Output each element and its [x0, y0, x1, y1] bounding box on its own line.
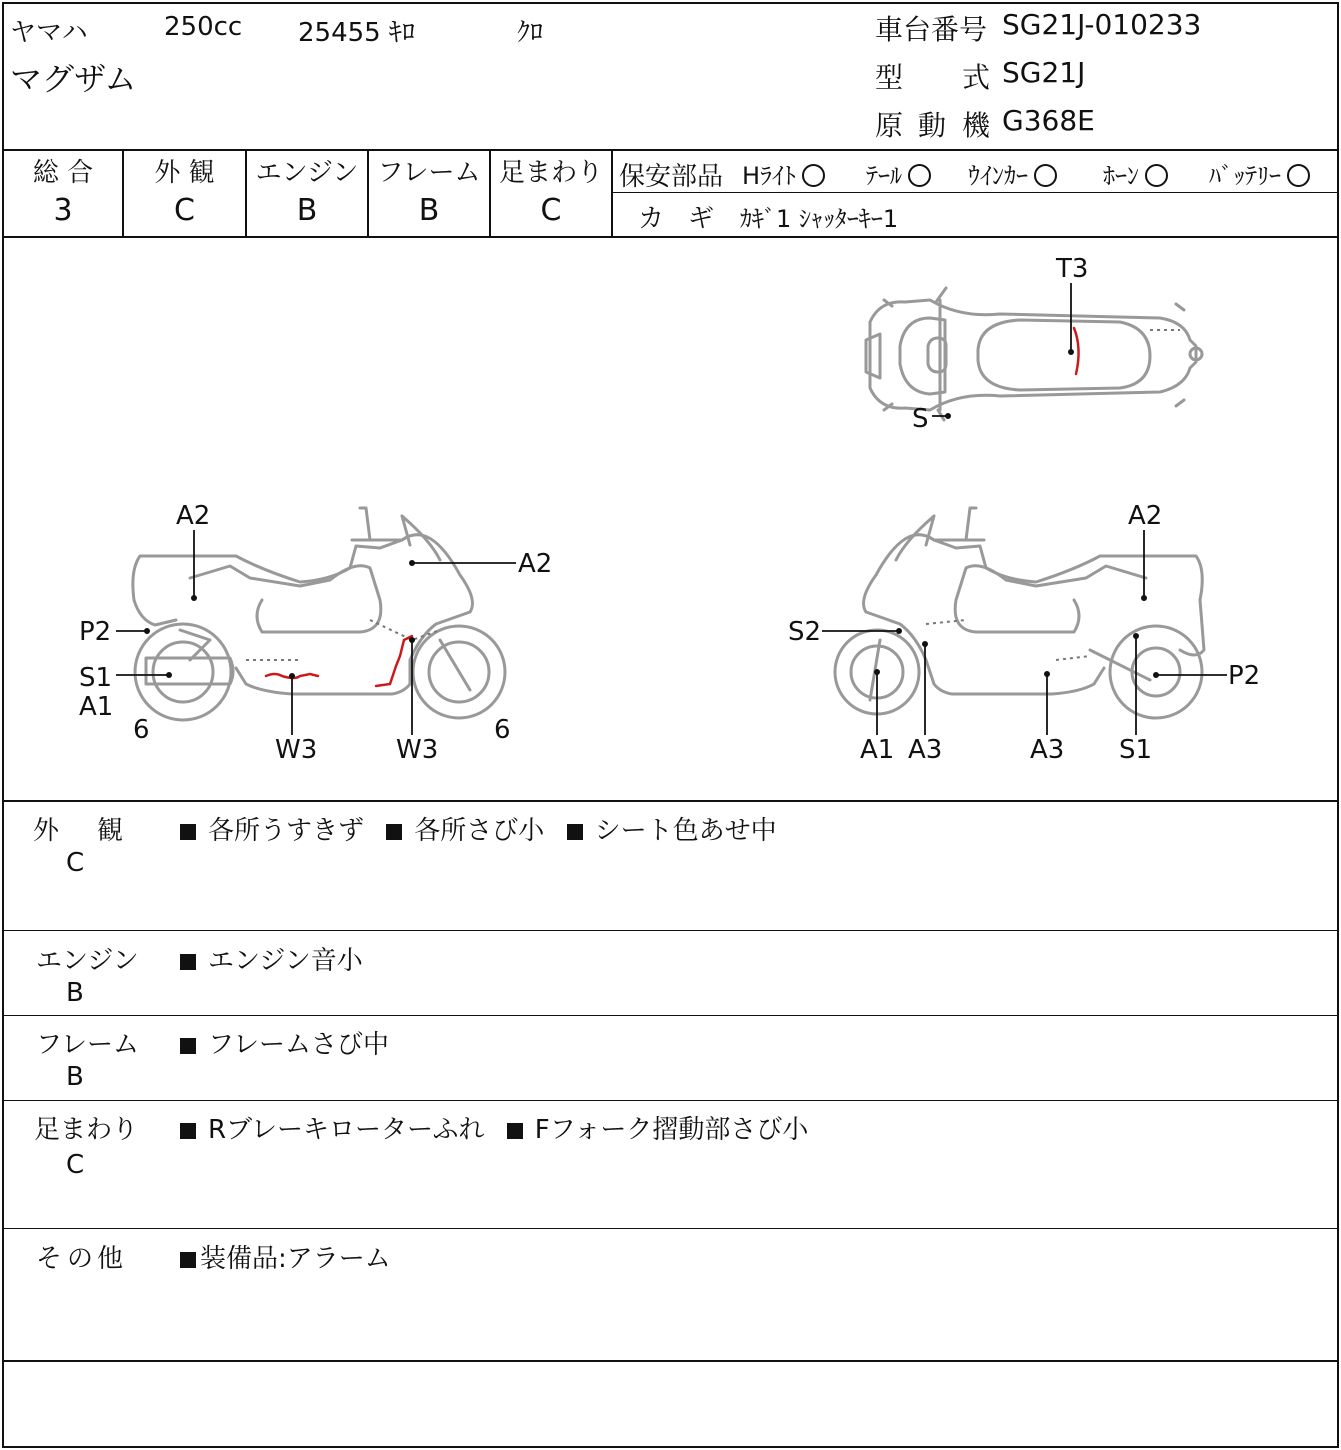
label-W3-b: W3 [396, 735, 439, 765]
scooter-left-view [133, 508, 505, 720]
bullet-icon [386, 824, 402, 840]
engine-label-2: 動 [918, 109, 947, 142]
bullet-icon [180, 1123, 196, 1139]
label-S-top: S [912, 404, 929, 434]
divider-header [2, 149, 1339, 151]
overall-label: 総 合 [32, 158, 94, 188]
type-label-1: 型 [875, 61, 904, 94]
safety-label: 保安部品 [619, 162, 724, 192]
exterior-grade: C [174, 193, 195, 228]
note-exterior-label-1: 外 [33, 816, 60, 846]
bullet-icon [507, 1123, 523, 1139]
frame-grade: B [418, 193, 440, 228]
grade-col-5 [611, 149, 613, 237]
note-other-label-3: 他 [97, 1244, 124, 1274]
bullet-icon [180, 1252, 196, 1268]
safety-item-tail [866, 156, 931, 191]
type-value: SG21J [1002, 56, 1086, 89]
frame-no-label: 車台番号 [875, 13, 988, 46]
engine-grade: B [296, 193, 318, 228]
label-P2-left: P2 [79, 617, 112, 647]
label-W3-a: W3 [275, 735, 318, 765]
note-other-label-2: の [67, 1244, 94, 1274]
label-S1-left: S1 [79, 663, 113, 693]
label-A2-left-top: A2 [176, 501, 211, 531]
note-suspension-grade: C [66, 1150, 85, 1180]
note-item: Fフォーク摺動部さび小 [534, 1115, 809, 1145]
damage-diagram [0, 238, 1341, 800]
label-P2-right: P2 [1228, 661, 1261, 691]
divider-note-1 [2, 930, 1339, 931]
label-A1-right: A1 [860, 735, 895, 765]
label-A2-right: A2 [1128, 501, 1163, 531]
keys-label-1: カ [638, 204, 665, 234]
engine-label-3: 機 [962, 109, 991, 142]
note-item: シート色あせ中 [594, 816, 777, 846]
ok-circle-icon [1287, 164, 1310, 187]
note-frame-label: フレーム [36, 1030, 139, 1060]
note-exterior-grade: C [66, 848, 85, 878]
note-item: フレームさび中 [208, 1030, 389, 1060]
engine-label: エンジン [255, 158, 359, 188]
damage-marks [266, 328, 1079, 686]
note-suspension-items [180, 1109, 808, 1146]
bullet-icon [180, 824, 196, 840]
safety-item-winker [968, 156, 1057, 191]
label-A3-right-a: A3 [908, 735, 943, 765]
engine-value: G368E [1002, 104, 1095, 137]
divider-note-4 [2, 1228, 1339, 1229]
bullet-icon [567, 824, 583, 840]
engine-label-1: 原 [875, 109, 904, 142]
safety-item-label: Hﾗｲﾄ [742, 162, 797, 190]
safety-item-label: ﾎｰﾝ [1103, 162, 1139, 190]
ok-circle-icon [1145, 164, 1168, 187]
bullet-icon [180, 954, 196, 970]
note-exterior-label-2: 観 [97, 816, 124, 846]
divider-note-2 [2, 1015, 1339, 1016]
safety-item-battery [1209, 156, 1310, 191]
safety-item-headlight [742, 156, 825, 191]
note-other-label-1: そ [36, 1244, 63, 1274]
divider-note-3 [2, 1100, 1339, 1101]
type-label-2: 式 [962, 61, 991, 94]
ok-circle-icon [802, 164, 825, 187]
ok-circle-icon [1034, 164, 1057, 187]
displacement: 250cc [164, 12, 243, 42]
note-item: 各所さび小 [414, 816, 545, 846]
note-item: Rブレーキローターふれ [208, 1115, 485, 1145]
exterior-label: 外 観 [154, 158, 215, 188]
ok-circle-icon [908, 164, 931, 187]
frame-label: フレーム [377, 158, 481, 188]
label-A2-left-right: A2 [518, 549, 553, 579]
bullet-icon [180, 1038, 196, 1054]
note-engine-grade: B [66, 978, 84, 1008]
border-bottom [2, 1446, 1339, 1448]
suspension-grade: C [540, 193, 562, 228]
note-frame-grade: B [66, 1062, 84, 1092]
safety-item-horn [1103, 156, 1168, 191]
safety-item-label: ﾃｰﾙ [866, 162, 902, 190]
keys-label-2: ギ [688, 204, 715, 234]
note-exterior-items [180, 810, 777, 847]
label-6-rear: 6 [133, 715, 150, 745]
label-6-front: 6 [494, 715, 511, 745]
label-T3: T3 [1056, 254, 1089, 284]
label-A3-right-b: A3 [1030, 735, 1065, 765]
suspension-label: 足まわり [498, 158, 603, 188]
label-A1-left: A1 [79, 692, 114, 722]
note-item: 各所うすきず [208, 816, 365, 846]
divider-note-5 [2, 1360, 1339, 1362]
note-suspension-label: 足まわり [34, 1115, 139, 1145]
safety-item-label: ｳｲﾝｶｰ [968, 162, 1028, 190]
note-other-text [180, 1238, 391, 1275]
label-S1-right: S1 [1119, 735, 1153, 765]
scooter-top-view [866, 288, 1202, 420]
scooter-right-view [835, 508, 1204, 718]
overall-grade: 3 [53, 193, 73, 228]
note-engine-label: エンジン [36, 946, 139, 976]
color: ｸﾛ [517, 18, 544, 48]
keys-value: ｶｷﾞ1 ｼｬｯﾀｰｷｰ1 [740, 205, 899, 233]
note-frame-items [180, 1024, 389, 1061]
note-engine-items [180, 940, 363, 977]
note-item: 装備品:アラーム [200, 1244, 391, 1274]
border-top [2, 2, 1339, 4]
label-S2-right: S2 [788, 617, 822, 647]
model-name: マグザム [10, 60, 137, 98]
mileage: 25455 ｷﾛ [298, 18, 415, 48]
frame-no: SG21J-010233 [1002, 8, 1202, 41]
divider-diagram [2, 800, 1339, 802]
maker: ヤマハ [10, 18, 88, 48]
safety-item-label: ﾊﾞｯﾃﾘｰ [1209, 162, 1281, 190]
note-item: エンジン音小 [208, 946, 363, 976]
